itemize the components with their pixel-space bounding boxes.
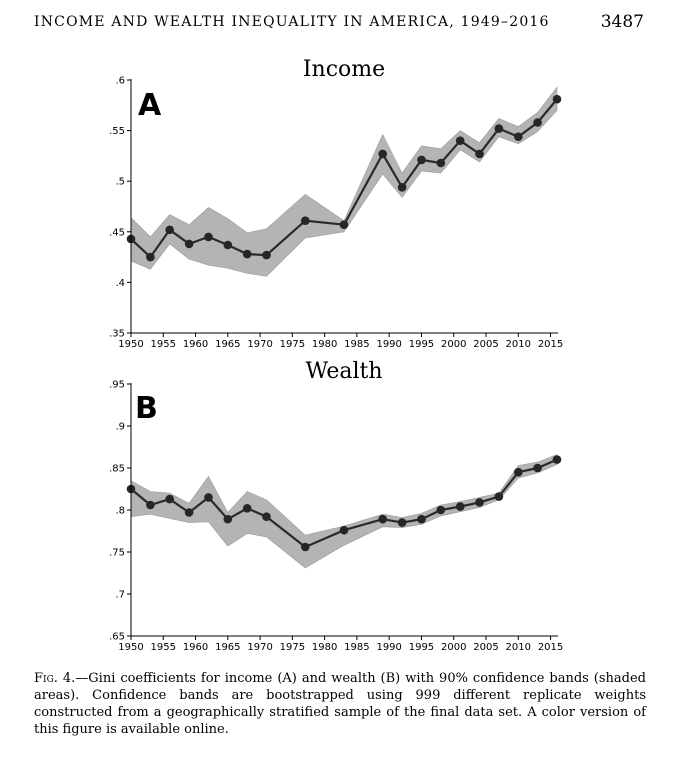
chart-income-data-point bbox=[417, 156, 426, 165]
chart-income-x-tick-label: 1970 bbox=[247, 339, 273, 350]
chart-wealth-data-point bbox=[495, 492, 504, 501]
chart-wealth-data-point bbox=[243, 504, 252, 513]
chart-wealth-data-point bbox=[417, 515, 426, 524]
chart-income-y-tick-label: .45 bbox=[109, 227, 125, 239]
chart-wealth-data-point bbox=[262, 512, 271, 521]
chart-wealth-data-point bbox=[301, 543, 310, 552]
chart-income-panel bbox=[109, 57, 563, 350]
chart-wealth-data-point bbox=[456, 502, 465, 511]
chart-wealth-data-point bbox=[553, 455, 562, 464]
chart-income-data-point bbox=[204, 233, 213, 242]
chart-income-data-point bbox=[224, 241, 233, 250]
chart-wealth-title: Wealth bbox=[305, 359, 383, 384]
chart-income-x-tick-label: 1995 bbox=[408, 339, 435, 350]
chart-wealth-data-point bbox=[475, 498, 484, 507]
chart-wealth-data-point bbox=[204, 493, 213, 502]
chart-income-x-tick-label: 2005 bbox=[473, 339, 499, 350]
chart-income-title: Income bbox=[302, 57, 386, 82]
chart-income-data-point bbox=[165, 226, 174, 235]
chart-wealth-y-tick-label: .85 bbox=[109, 463, 125, 475]
chart-income-x-tick-label: 1960 bbox=[182, 339, 209, 350]
chart-wealth-data-point bbox=[165, 495, 174, 504]
chart-income-data-point bbox=[475, 150, 484, 159]
chart-wealth-data-point bbox=[437, 506, 446, 515]
chart-income-data-point bbox=[398, 183, 407, 192]
chart-wealth-y-tick-label: .95 bbox=[109, 379, 125, 391]
chart-income-x-tick-label: 2010 bbox=[505, 339, 531, 350]
chart-wealth-x-tick-label: 2015 bbox=[537, 642, 564, 653]
chart-income-data-point bbox=[243, 250, 252, 259]
chart-income-x-tick-label: 1955 bbox=[150, 339, 176, 350]
chart-wealth-x-tick-label: 1975 bbox=[279, 642, 306, 653]
chart-wealth-data-point bbox=[378, 515, 387, 524]
chart-wealth-x-tick-label: 2005 bbox=[473, 642, 499, 653]
chart-income-x-tick-label: 1965 bbox=[215, 339, 241, 350]
chart-wealth-x-tick-label: 1965 bbox=[215, 642, 241, 653]
chart-income-y-tick-label: .6 bbox=[115, 75, 125, 87]
chart-wealth-data-point bbox=[340, 526, 349, 535]
page-number: 3487 bbox=[600, 12, 644, 32]
chart-wealth-x-tick-label: 1970 bbox=[247, 642, 273, 653]
chart-income-data-point bbox=[301, 216, 310, 225]
chart-income-data-point bbox=[514, 132, 523, 141]
chart-income-data-point bbox=[495, 124, 504, 133]
chart-wealth-x-tick-label: 1955 bbox=[150, 642, 176, 653]
chart-income-x-tick-label: 1975 bbox=[279, 339, 306, 350]
chart-income-x-tick-label: 1950 bbox=[118, 339, 144, 350]
chart-income-x-tick-label: 2015 bbox=[537, 339, 564, 350]
chart-income-confidence-band bbox=[131, 87, 557, 276]
running-head-title: INCOME AND WEALTH INEQUALITY IN AMERICA, 1949–2016 bbox=[34, 14, 550, 30]
chart-income-data-point bbox=[262, 251, 271, 260]
chart-income-x-tick-label: 1985 bbox=[344, 339, 370, 350]
chart-wealth-x-tick-label: 1960 bbox=[182, 642, 209, 653]
chart-income-y-tick-label: .55 bbox=[109, 126, 125, 138]
chart-income-data-point bbox=[185, 240, 194, 249]
chart-income-y-tick-label: .4 bbox=[115, 277, 125, 289]
chart-income-panel-letter: A bbox=[138, 88, 162, 123]
chart-wealth-panel bbox=[109, 359, 563, 653]
chart-income-y-tick-label: .35 bbox=[109, 328, 125, 340]
chart-wealth-data-point bbox=[514, 468, 523, 477]
chart-income-data-point bbox=[340, 220, 349, 229]
chart-wealth-x-tick-label: 1950 bbox=[118, 642, 144, 653]
chart-wealth-x-tick-label: 2010 bbox=[505, 642, 531, 653]
chart-income-x-tick-label: 1980 bbox=[311, 339, 338, 350]
chart-wealth-x-tick-label: 1985 bbox=[344, 642, 370, 653]
figure-caption-text: —Gini coefficients for income (A) and wealth (B) with 90% confidence bands (shaded areas). Confidence bands are bootstrapped using 999 different replicate weights constructed from a geographically stratified sample of the final data set. A color version of this figure is available online. bbox=[34, 671, 647, 737]
chart-wealth-confidence-band bbox=[131, 455, 557, 568]
chart-wealth-y-tick-label: .75 bbox=[109, 547, 125, 559]
chart-wealth-x-tick-label: 2000 bbox=[441, 642, 467, 653]
chart-wealth-x-tick-label: 1980 bbox=[311, 642, 338, 653]
chart-wealth-panel-letter: B bbox=[135, 391, 158, 426]
chart-wealth-y-tick-label: .7 bbox=[115, 589, 125, 601]
chart-income-data-point bbox=[456, 136, 465, 145]
chart-wealth-x-tick-label: 1990 bbox=[376, 642, 402, 653]
chart-wealth-y-tick-label: .8 bbox=[115, 505, 125, 517]
chart-income-data-point bbox=[533, 118, 542, 127]
chart-income-data-point bbox=[146, 253, 155, 262]
chart-wealth-y-tick-label: .9 bbox=[115, 421, 125, 433]
chart-income-data-point bbox=[437, 159, 446, 168]
chart-wealth-data-point bbox=[185, 508, 194, 517]
chart-income-x-tick-label: 2000 bbox=[441, 339, 467, 350]
chart-income-data-point bbox=[378, 150, 387, 159]
figure-caption-label: Fig. 4. bbox=[34, 671, 76, 686]
chart-wealth-data-point bbox=[398, 518, 407, 527]
chart-income-data-point bbox=[553, 95, 562, 104]
figure-caption bbox=[34, 670, 646, 738]
chart-wealth-data-point bbox=[224, 515, 233, 524]
chart-wealth-data-point bbox=[533, 464, 542, 473]
chart-wealth-y-tick-label: .65 bbox=[109, 631, 125, 643]
chart-wealth-data-point bbox=[146, 501, 155, 510]
chart-income-x-tick-label: 1990 bbox=[376, 339, 402, 350]
chart-wealth-x-tick-label: 1995 bbox=[408, 642, 435, 653]
chart-income-y-tick-label: .5 bbox=[115, 176, 125, 188]
